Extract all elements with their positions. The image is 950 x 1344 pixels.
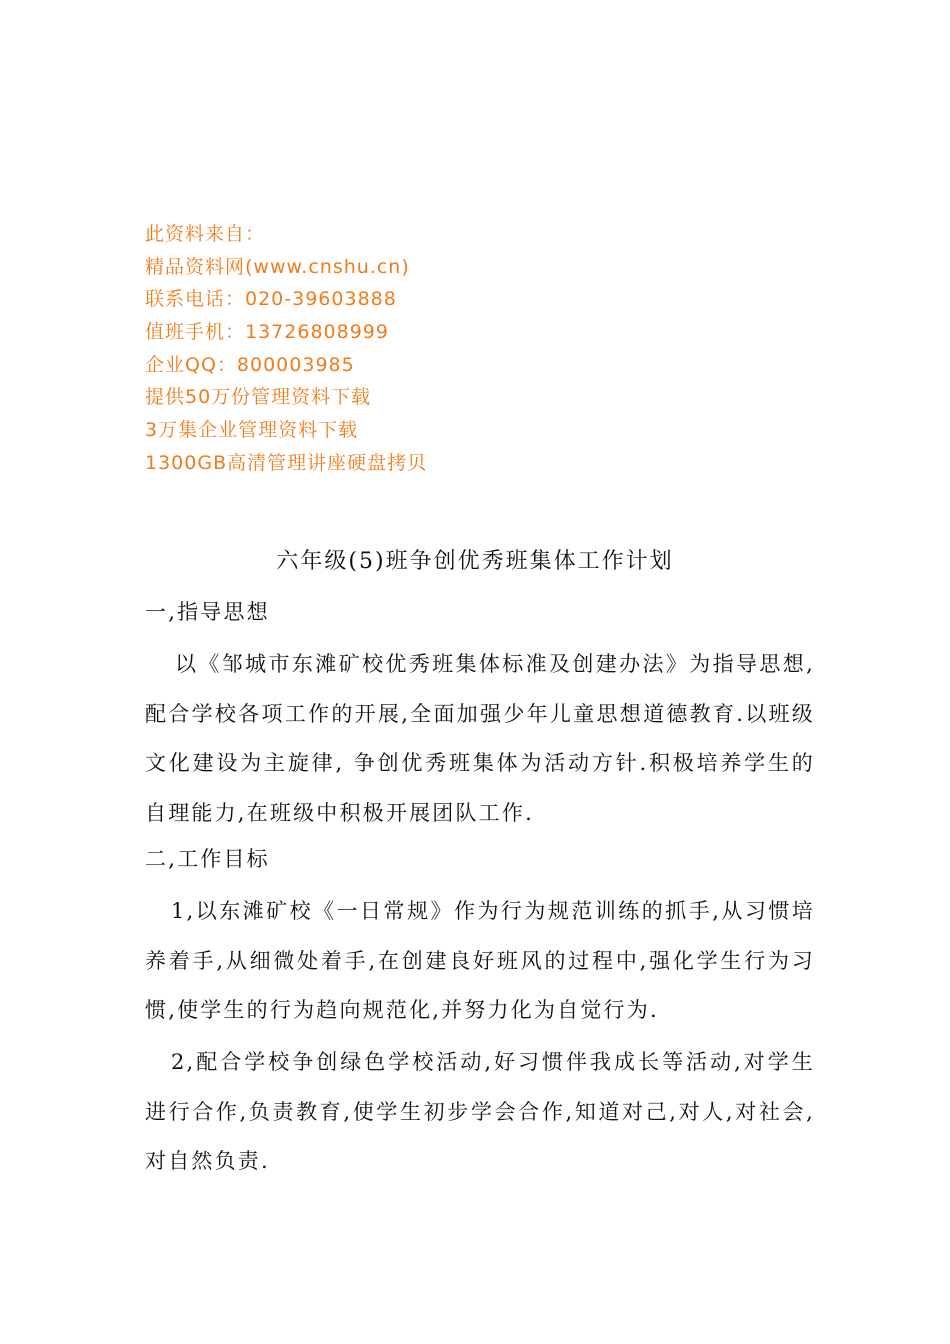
section-1-paragraph: 以《邹城市东滩矿校优秀班集体标准及创建办法》为指导思想,配合学校各项工作的开展,全面加强少年儿童思想道德教育.以班级文化建设为主旋律, 争创优秀班集体为活动方针.积极培养学生的自理能力,在班级中积极开展团队工作.	[145, 652, 815, 825]
source-line-offer-2: 3万集企业管理资料下载	[145, 419, 359, 442]
source-line-offer-1: 提供50万份管理资料下载	[145, 386, 372, 409]
section-1-heading: 一,指导思想	[145, 600, 270, 624]
document-title: 六年级(5)班争创优秀班集体工作计划	[276, 549, 674, 574]
source-line-website: 精品资料网(www.cnshu.cn)	[145, 255, 410, 278]
source-info-block	[145, 218, 427, 480]
source-line-offer-3: 1300GB高清管理讲座硬盘拷贝	[145, 451, 428, 474]
section-2-item-2: 2,配合学校争创绿色学校活动,好习惯伴我成长等活动,对学生进行合作,负责教育,使学生初步学会合作,知道对己,对人,对社会,对自然负责.	[145, 1050, 815, 1173]
section-2-item-1: 1,以东滩矿校《一日常规》作为行为规范训练的抓手,从习惯培养着手,从细微处着手,在创建良好班风的过程中,强化学生行为习惯,使学生的行为趋向规范化,并努力化为自觉行为.	[145, 899, 815, 1022]
source-line-qq: 企业QQ：800003985	[145, 353, 355, 376]
section-2-heading: 二,工作目标	[145, 847, 270, 871]
source-line-mobile: 值班手机：13726808999	[145, 321, 389, 344]
source-line-phone: 联系电话：020-39603888	[145, 288, 397, 311]
source-line-intro: 此资料来自：	[145, 223, 266, 245]
